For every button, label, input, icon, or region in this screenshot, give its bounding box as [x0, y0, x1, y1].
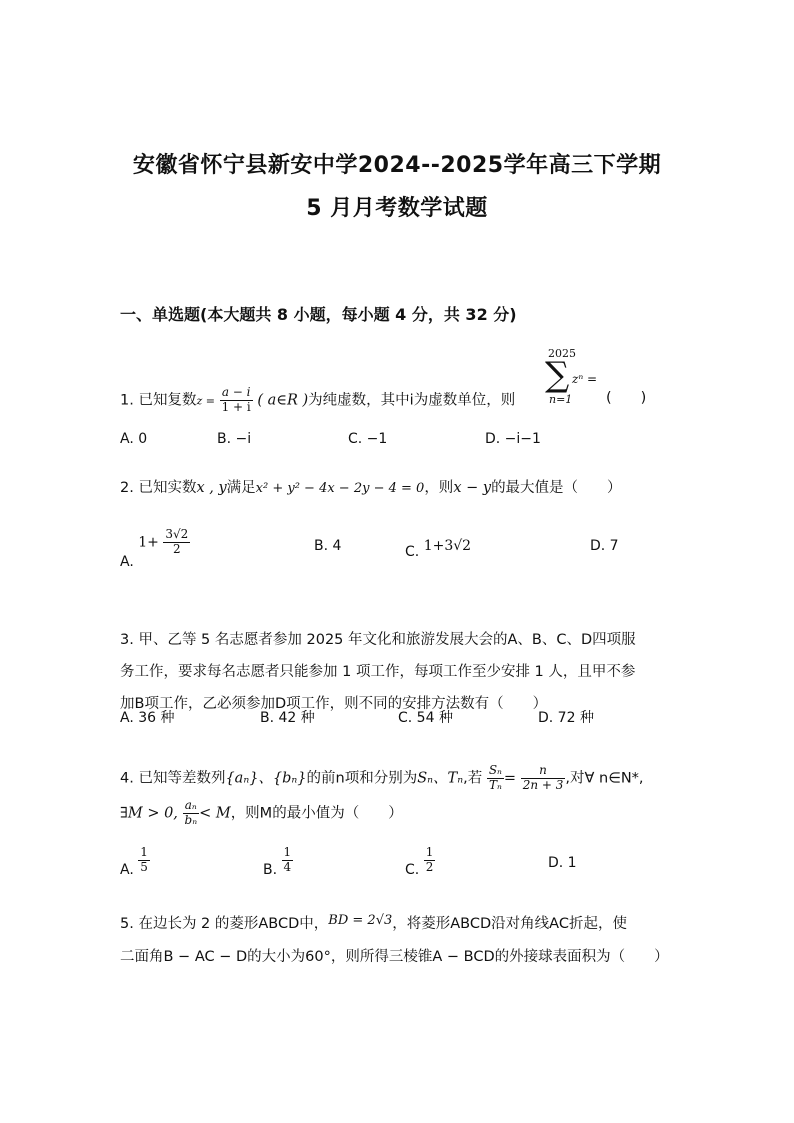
q5-stem-post: ，将菱形ABCD沿对角线AC折起，使 — [392, 916, 627, 932]
q1-option-d: D. −i−1 — [485, 431, 541, 447]
q5-line-2: 二面角B − AC − D的大小为60°，则所得三棱锥A − BCD的外接球表面积为（ ） — [120, 949, 669, 965]
q1-stem-pre: 已知复数 — [138, 392, 197, 409]
q2-option-a-label: A. — [120, 554, 134, 571]
q4-sums: Sₙ、Tₙ — [417, 770, 464, 787]
q2-expression: x − y — [453, 480, 492, 496]
q2-option-a-int: 1+ — [138, 534, 159, 551]
q4-option-b-label: B. — [263, 862, 278, 879]
q2-option-a-num: 3√2 — [165, 527, 189, 541]
q4-option-a-num: 1 — [140, 845, 148, 859]
q2-option-a-den: 2 — [172, 541, 181, 556]
q4-option-a — [120, 845, 150, 879]
q1-option-a: A. 0 — [120, 431, 148, 447]
q4-option-c-num: 1 — [425, 845, 434, 859]
q4-option-b — [263, 845, 293, 879]
q3-option-a: A. 36 种 — [120, 710, 175, 726]
q1-sum-sign: ∑ — [545, 355, 570, 395]
q4-option-c — [405, 845, 435, 879]
q1-option-b: B. −i — [217, 431, 252, 447]
question-1 — [120, 386, 515, 415]
exam-title-line2: 5 月月考数学试题 — [306, 196, 488, 221]
q1-answer-paren: ( ) — [606, 390, 647, 406]
q1-fraction — [220, 386, 253, 415]
q2-option-c-value: 1+3√2 — [423, 538, 472, 554]
q2-option-c-label: C. — [405, 544, 420, 560]
q4-option-b-num: 1 — [283, 845, 292, 859]
q1-option-c: C. −1 — [348, 431, 388, 447]
q4-line-1 — [120, 764, 644, 793]
q4-option-b-den: 4 — [283, 859, 292, 874]
q3-line-1: 3. 甲、乙等 5 名志愿者参加 2025 年文化和旅游发展大会的A、B、C、D四项服 — [120, 632, 636, 648]
q3-option-d: D. 72 种 — [538, 710, 594, 726]
q4-option-c-den: 2 — [425, 859, 434, 874]
q4-stem-end: ，则M的最小值为（ ） — [230, 805, 403, 822]
q4-option-a-den: 5 — [140, 859, 148, 874]
q4-option-b-frac — [282, 846, 294, 875]
q2-stem-mid2: ，则 — [424, 480, 454, 496]
q1-frac-num: a − i — [220, 386, 253, 401]
q1-stem-mid: 为纯虚数，其中i为虚数单位，则 — [308, 392, 516, 409]
q4-line-2 — [120, 799, 403, 828]
q4-value-den: 2n + 3 — [522, 777, 564, 792]
q1-number: 1. — [120, 392, 134, 409]
q2-stem-post: 的最大值是（ ） — [491, 480, 622, 496]
q2-option-d: D. 7 — [590, 538, 619, 554]
q4-value-frac — [521, 764, 566, 793]
q2-number: 2. — [120, 480, 134, 496]
q3-line-3: 加B项工作，乙必须参加D项工作，则不同的安排方法数有（ ） — [120, 696, 548, 712]
q4-option-c-label: C. — [405, 862, 420, 879]
q2-equation: x² + y² − 4x − 2y − 4 = 0 — [255, 481, 425, 496]
q4-ratio-frac — [487, 764, 504, 793]
section-heading: 一、单选题(本大题共 8 小题，每小题 4 分，共 32 分) — [120, 305, 517, 324]
q4-equals: = — [503, 770, 517, 787]
q4-value-num: n — [521, 764, 566, 779]
q4-ruo: ,若 — [463, 770, 483, 787]
q4-ab-frac — [183, 799, 200, 828]
q2-option-c — [405, 538, 472, 560]
q2-stem-mid: 满足 — [226, 480, 256, 496]
q2-stem-pre: 已知实数 — [138, 480, 197, 496]
q1-sum-term: zⁿ = — [572, 372, 598, 386]
q4-stem-pre: 4. 已知等差数列 — [120, 770, 226, 787]
q4-ab-num: aₙ — [183, 799, 200, 814]
q4-stem-mid: 的前n项和分别为 — [306, 770, 418, 787]
q4-option-c-frac — [424, 846, 436, 875]
q4-ratio-den: Tₙ — [488, 777, 502, 792]
q2-option-a-frac — [163, 528, 190, 557]
q3-option-b: B. 42 种 — [260, 710, 315, 726]
q5-line-1 — [120, 912, 627, 933]
q2-vars: x , y — [196, 480, 227, 496]
q3-line-2: 务工作，要求每名志愿者只能参加 1 项工作，每项工作至少安排 1 人，且甲不参 — [120, 664, 636, 680]
q1-frac-den: 1 + i — [221, 399, 251, 414]
q4-stem-post: ,对∀ n∈N*, — [565, 770, 644, 787]
q5-bd-value: BD = 2√3 — [328, 913, 393, 928]
q2-option-b: B. 4 — [314, 538, 342, 554]
q1-z-eq: z = — [196, 394, 215, 408]
question-2 — [120, 476, 622, 497]
q4-option-a-frac — [138, 846, 150, 875]
q3-option-c: C. 54 种 — [398, 710, 453, 726]
q1-condition: ( a∈R ) — [257, 392, 309, 409]
q4-ab-den: bₙ — [184, 812, 198, 827]
q4-option-a-label: A. — [120, 862, 134, 879]
q1-sum-lower: n=1 — [549, 393, 573, 406]
exam-title-line1: 安徽省怀宁县新安中学2024--2025学年高三下学期 — [132, 153, 662, 178]
q4-less-than: < M — [199, 805, 231, 822]
q1-sum-upper: 2025 — [548, 347, 576, 360]
q4-ratio-num: Sₙ — [488, 763, 502, 777]
q4-exists: ∃M > 0, — [120, 805, 178, 822]
q2-option-a — [120, 527, 190, 571]
q5-stem-pre: 5. 在边长为 2 的菱形ABCD中， — [120, 916, 329, 932]
q4-option-d: D. 1 — [548, 855, 577, 871]
q4-sequences: {aₙ}、{bₙ} — [225, 770, 307, 787]
